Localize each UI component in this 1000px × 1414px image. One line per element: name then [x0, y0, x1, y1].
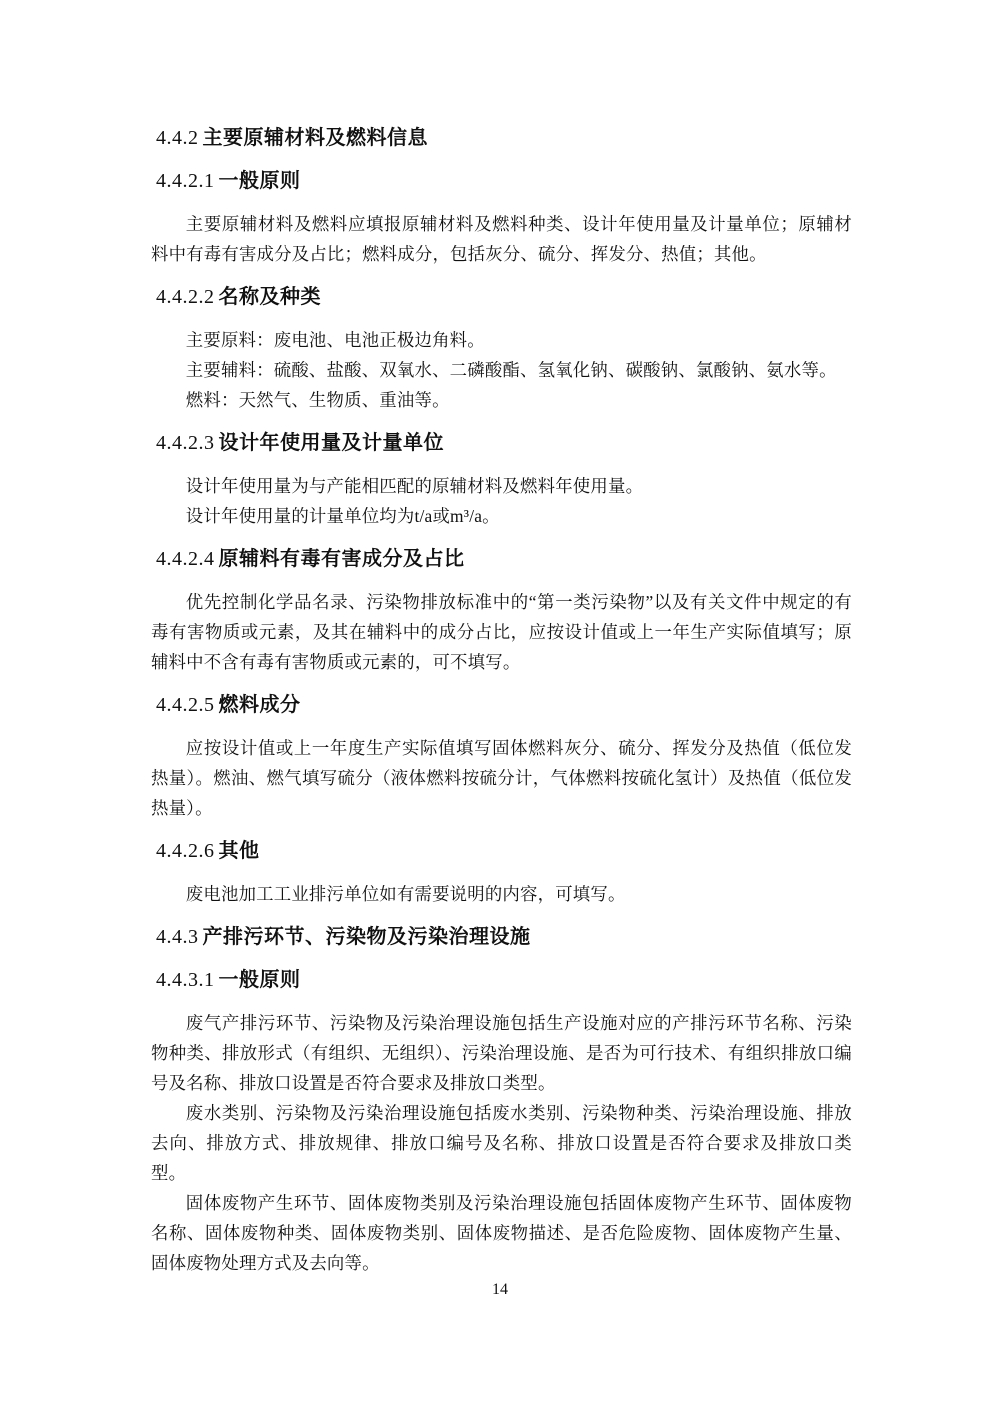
heading-number: 4.4.2.2 — [156, 286, 215, 308]
page-number: 14 — [492, 1281, 508, 1298]
heading-number: 4.4.3.1 — [156, 969, 215, 991]
paragraph-waste-gas: 废气产排污环节、污染物及污染治理设施包括生产设施对应的产排污环节名称、污染物种类、排放形式（有组织、无组织）、污染治理设施、是否为可行技术、有组织排放口编号及名称、排放口设置是否符合要求及排放口类型。 — [151, 1013, 852, 1093]
heading-number: 4.4.2.4 — [156, 548, 215, 570]
heading-title: 燃料成分 — [218, 694, 301, 716]
paragraph-waste-water: 废水类别、污染物及污染治理设施包括废水类别、污染物种类、污染治理设施、排放去向、排放方式、排放规律、排放口编号及名称、排放口设置是否符合要求及排放口类型。 — [151, 1103, 852, 1183]
section-heading-4-4-2-4 — [151, 544, 852, 574]
paragraph-general-principle: 主要原辅材料及燃料应填报原辅材料及燃料种类、设计年使用量及计量单位；原辅材料中有毒有害成分及占比；燃料成分，包括灰分、硫分、挥发分、热值；其他。 — [151, 214, 852, 264]
heading-number: 4.4.2.3 — [156, 432, 215, 454]
section-heading-4-4-3-1 — [151, 965, 852, 995]
section-heading-4-4-2-2 — [151, 282, 852, 312]
heading-number: 4.4.2.6 — [156, 840, 215, 862]
paragraph-fuels: 燃料：天然气、生物质、重油等。 — [185, 390, 450, 410]
paragraph-fuel-composition: 应按设计值或上一年度生产实际值填写固体燃料灰分、硫分、挥发分及热值（低位发热量）。燃油、燃气填写硫分（液体燃料按硫分计，气体燃料按硫化氢计）及热值（低位发热量）。 — [151, 738, 852, 818]
section-heading-4-4-2-5 — [151, 690, 852, 720]
paragraph-annual-usage: 设计年使用量为与产能相匹配的原辅材料及燃料年使用量。 — [185, 476, 644, 496]
section-heading-4-4-2-6 — [151, 836, 852, 866]
heading-title: 一般原则 — [218, 170, 301, 192]
paragraph-toxic-components: 优先控制化学品名录、污染物排放标准中的“第一类污染物”以及有关文件中规定的有毒有害物质或元素，及其在辅料中的成分占比，应按设计值或上一年生产实际值填写；原辅料中不含有毒有害物质或元素的，可不填写。 — [151, 592, 852, 672]
paragraph-solid-waste: 固体废物产生环节、固体废物类别及污染治理设施包括固体废物产生环节、固体废物名称、固体废物种类、固体废物类别、固体废物描述、是否危险废物、固体废物产生量、固体废物处理方式及去向等。 — [151, 1193, 852, 1273]
paragraph-measurement-unit: 设计年使用量的计量单位均为t/a或m³/a。 — [185, 506, 500, 526]
section-heading-4-4-2-3 — [151, 428, 852, 458]
heading-title: 其他 — [218, 840, 260, 862]
heading-number: 4.4.3 — [156, 926, 199, 948]
heading-number: 4.4.2.1 — [156, 170, 215, 192]
paragraph-main-raw-materials: 主要原料：废电池、电池正极边角料。 — [185, 330, 485, 350]
heading-number: 4.4.2.5 — [156, 694, 215, 716]
heading-number: 4.4.2 — [156, 127, 199, 149]
heading-title: 设计年使用量及计量单位 — [218, 432, 444, 454]
paragraph-main-auxiliary-materials: 主要辅料：硫酸、盐酸、双氧水、二磷酸酯、氢氧化钠、碳酸钠、氯酸钠、氨水等。 — [185, 360, 837, 380]
section-heading-4-4-2-1 — [151, 166, 852, 196]
page-footer — [0, 1281, 1000, 1299]
heading-title: 主要原辅材料及燃料信息 — [202, 127, 428, 149]
section-heading-4-4-2 — [151, 123, 852, 153]
heading-title: 产排污环节、污染物及污染治理设施 — [202, 926, 531, 948]
heading-title: 原辅料有毒有害成分及占比 — [218, 548, 465, 570]
heading-title: 名称及种类 — [218, 286, 321, 308]
section-heading-4-4-3 — [151, 922, 852, 952]
heading-title: 一般原则 — [218, 969, 301, 991]
paragraph-other-notes: 废电池加工工业排污单位如有需要说明的内容，可填写。 — [185, 884, 626, 904]
